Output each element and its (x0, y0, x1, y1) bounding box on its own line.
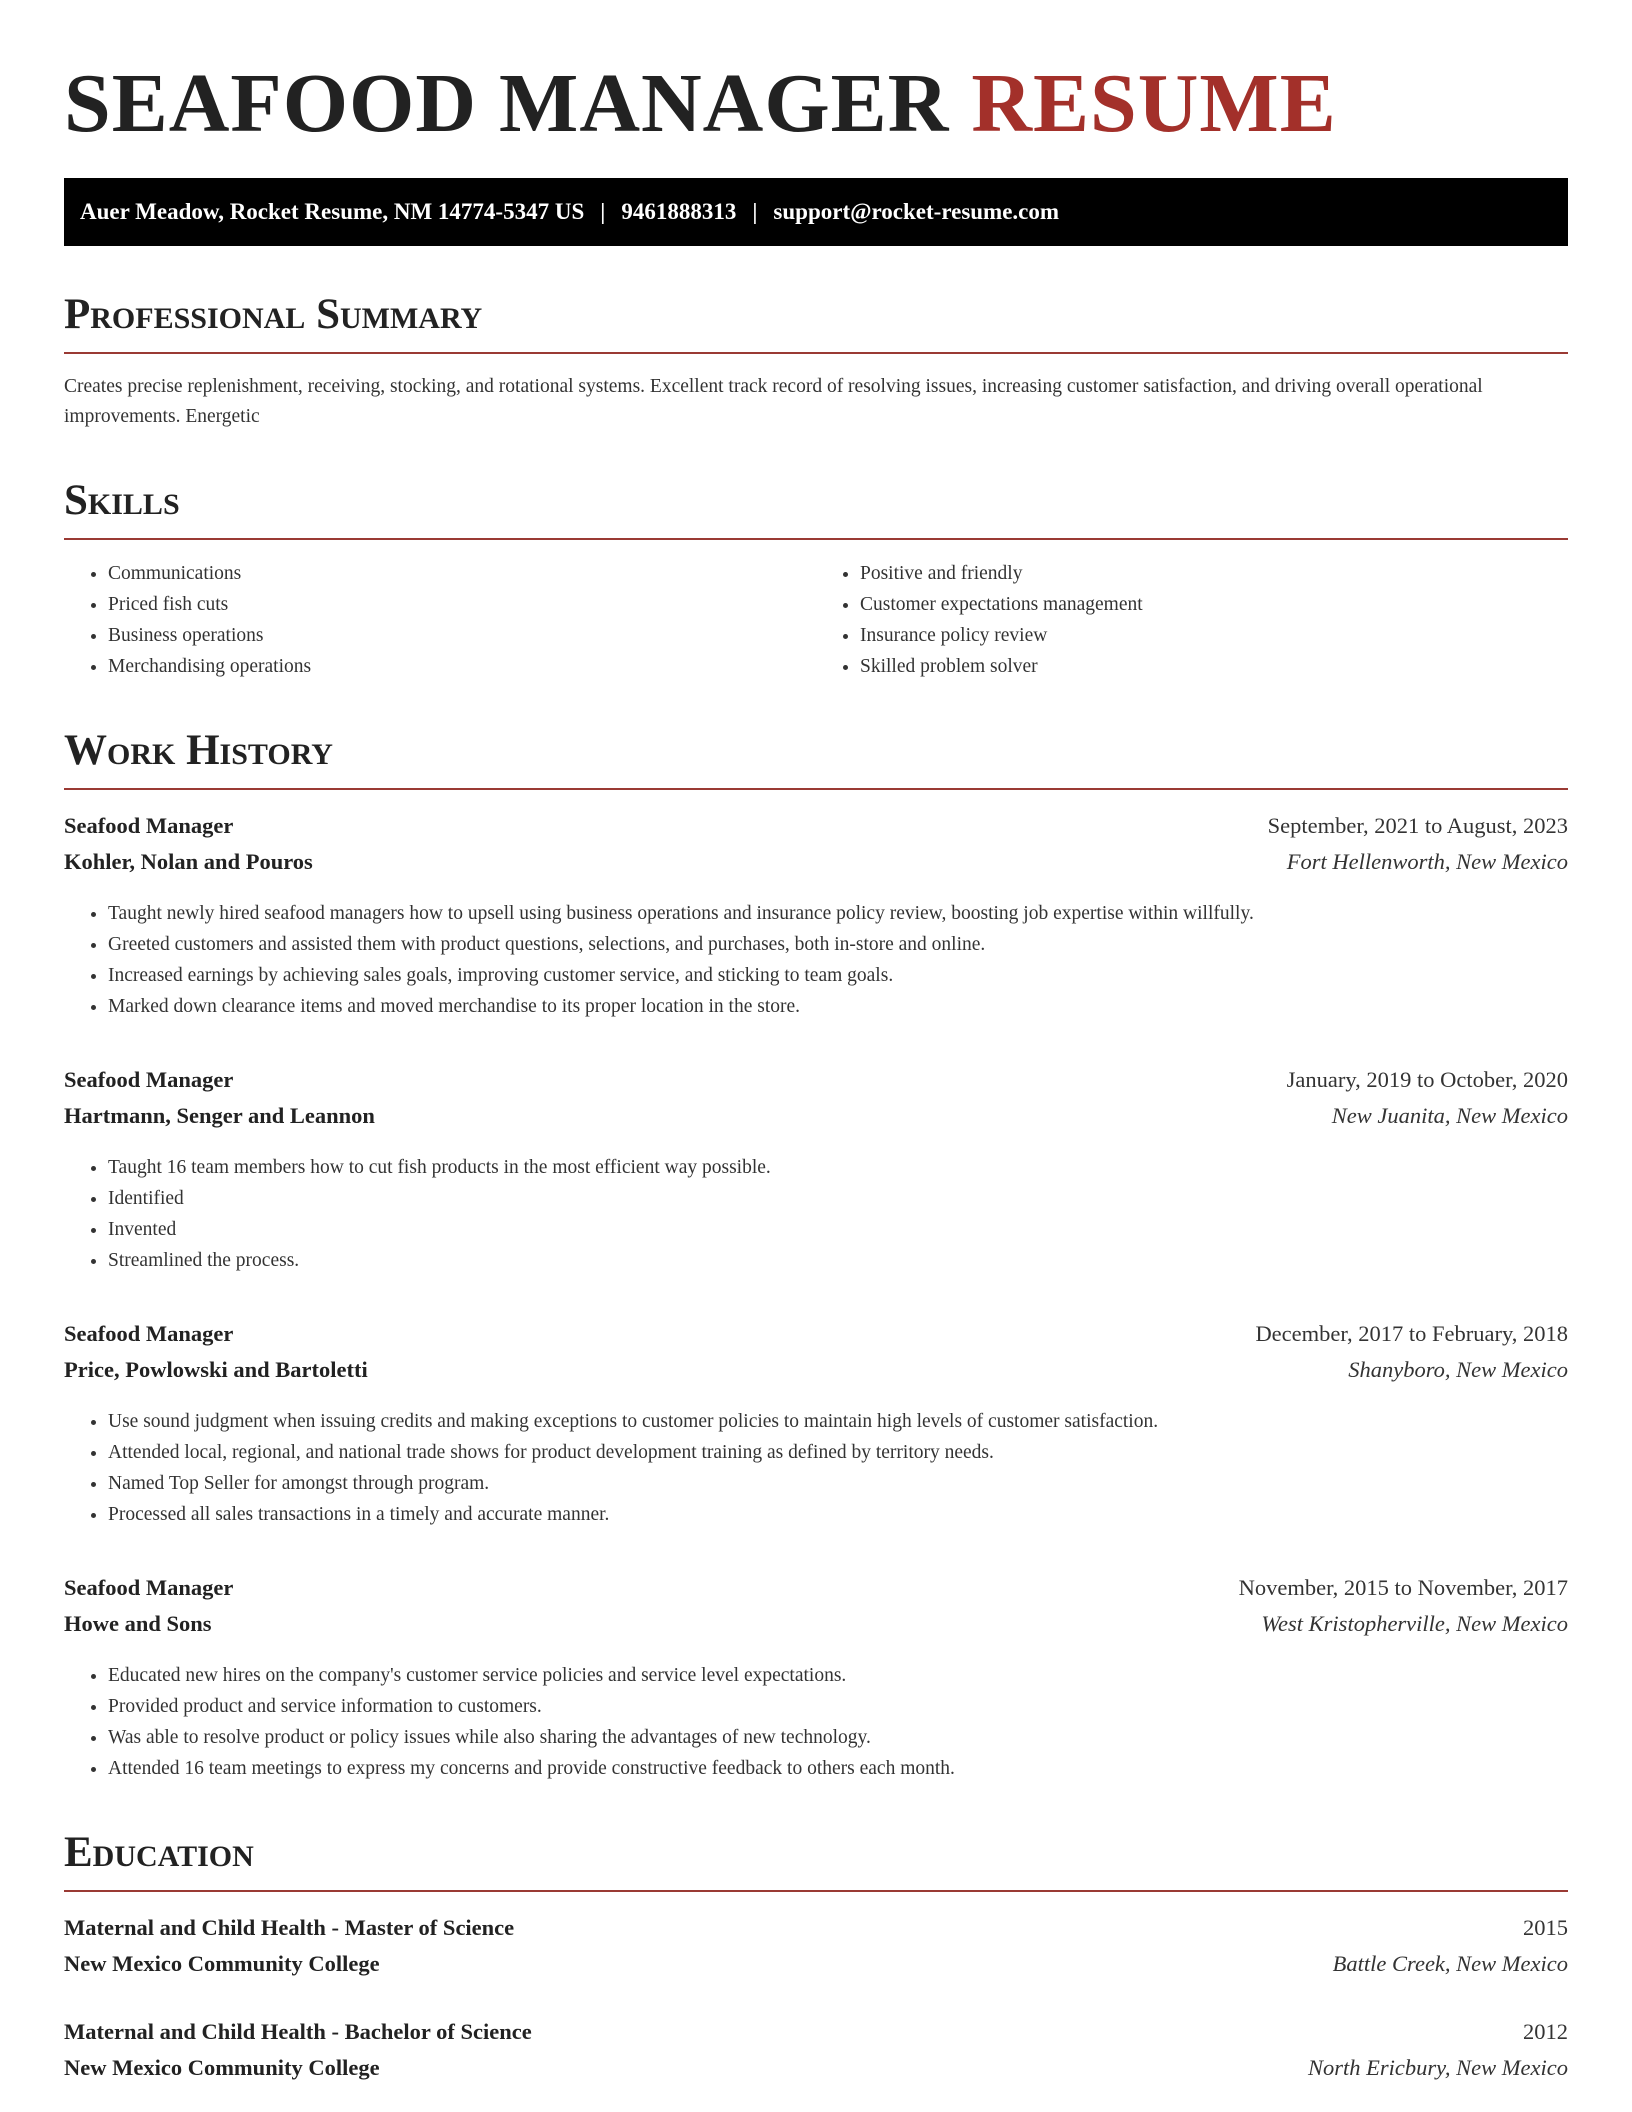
skill-item: • Positive and friendly (860, 558, 1568, 589)
job-bullets (64, 1406, 1568, 1530)
education-year: 2012 (1523, 2019, 1568, 2044)
job-title: Seafood Manager (64, 813, 234, 838)
summary-section (64, 290, 1568, 432)
education-location: North Ericbury, New Mexico (1308, 2055, 1568, 2080)
work-history-heading: Work History (64, 726, 1568, 790)
job-bullets (64, 1660, 1568, 1784)
job-bullet: • Greeted customers and assisted them with product questions, selections, and purchases, both in-store and online. (108, 929, 1568, 960)
skills-column-left (64, 558, 816, 682)
job-bullet: • Attended local, regional, and national trade shows for product development training as defined by territory needs. (108, 1437, 1568, 1468)
job-entry (64, 1570, 1568, 1784)
job-bullets (64, 898, 1568, 1022)
job-bullet: • Attended 16 team meetings to express my concerns and provide constructive feedback to others each month. (108, 1753, 1568, 1784)
job-bullet: • Processed all sales transactions in a timely and accurate manner. (108, 1499, 1568, 1530)
contact-separator: | (752, 199, 758, 224)
job-bullet: • Educated new hires on the company's customer service policies and service level expectations. (108, 1660, 1568, 1691)
job-entry (64, 1316, 1568, 1530)
contact-address: Auer Meadow, Rocket Resume, NM 14774-5347 US (80, 199, 585, 224)
education-entry (64, 2014, 1568, 2086)
skills-heading: Skills (64, 476, 1568, 540)
contact-separator: | (600, 199, 606, 224)
job-bullet: • Provided product and service information to customers. (108, 1691, 1568, 1722)
contact-email: support@rocket-resume.com (773, 199, 1060, 224)
job-entry (64, 1062, 1568, 1276)
education-location: Battle Creek, New Mexico (1332, 1951, 1568, 1976)
job-bullet: • Marked down clearance items and moved merchandise to its proper location in the store. (108, 991, 1568, 1022)
skills-column-right (816, 558, 1568, 682)
summary-heading: Professional Summary (64, 290, 1568, 354)
job-company: Price, Powlowski and Bartoletti (64, 1357, 368, 1382)
skill-item: • Communications (108, 558, 816, 589)
job-title: Seafood Manager (64, 1067, 234, 1092)
education-degree: Maternal and Child Health - Bachelor of Science (64, 2019, 532, 2044)
education-year: 2015 (1523, 1915, 1568, 1940)
job-bullet: • Named Top Seller for amongst through program. (108, 1468, 1568, 1499)
page-title (64, 58, 1568, 150)
skill-item: • Insurance policy review (860, 620, 1568, 651)
job-company: Kohler, Nolan and Pouros (64, 849, 313, 874)
job-title: Seafood Manager (64, 1321, 234, 1346)
education-section (64, 1828, 1568, 2086)
summary-text: Creates precise replenishment, receiving, stocking, and rotational systems. Excellent track record of resolving issues, increasing customer satisfaction, and driving overall operational improvements. Energetic (64, 376, 1483, 427)
job-bullet: • Streamlined the process. (108, 1245, 1568, 1276)
skill-item: • Merchandising operations (108, 651, 816, 682)
job-title: Seafood Manager (64, 1575, 234, 1600)
job-bullet: • Use sound judgment when issuing credits and making exceptions to customer policies to maintain high levels of customer satisfaction. (108, 1406, 1568, 1437)
contact-phone: 9461888313 (621, 199, 737, 224)
education-heading: Education (64, 1828, 1568, 1892)
title-accent: RESUME (971, 57, 1337, 150)
job-location: Fort Hellenworth, New Mexico (1286, 849, 1568, 874)
job-bullet: • Taught newly hired seafood managers how to upsell using business operations and insurance policy review, boosting job expertise within willfully. (108, 898, 1568, 929)
skills-section (64, 476, 1568, 682)
contact-bar (64, 178, 1568, 246)
skill-item: • Customer expectations management (860, 589, 1568, 620)
title-main: SEAFOOD MANAGER (64, 57, 950, 150)
job-dates: September, 2021 to August, 2023 (1267, 813, 1568, 838)
job-location: New Juanita, New Mexico (1331, 1103, 1568, 1128)
work-history-section (64, 726, 1568, 1784)
job-dates: January, 2019 to October, 2020 (1286, 1067, 1568, 1092)
skill-item: • Skilled problem solver (860, 651, 1568, 682)
job-company: Howe and Sons (64, 1611, 212, 1636)
education-school: New Mexico Community College (64, 1951, 380, 1976)
job-entry (64, 808, 1568, 1022)
job-bullet: • Identified (108, 1183, 1568, 1214)
skill-item: • Priced fish cuts (108, 589, 816, 620)
job-location: Shanyboro, New Mexico (1348, 1357, 1568, 1382)
job-company: Hartmann, Senger and Leannon (64, 1103, 375, 1128)
skills-list (64, 558, 1568, 682)
education-school: New Mexico Community College (64, 2055, 380, 2080)
education-entry (64, 1910, 1568, 1982)
skill-item: • Business operations (108, 620, 816, 651)
job-dates: December, 2017 to February, 2018 (1255, 1321, 1568, 1346)
job-bullet: • Taught 16 team members how to cut fish products in the most efficient way possible. (108, 1152, 1568, 1183)
job-bullet: • Invented (108, 1214, 1568, 1245)
job-bullet: • Increased earnings by achieving sales goals, improving customer service, and sticking to team goals. (108, 960, 1568, 991)
education-degree: Maternal and Child Health - Master of Science (64, 1915, 515, 1940)
job-dates: November, 2015 to November, 2017 (1238, 1575, 1568, 1600)
job-bullets (64, 1152, 1568, 1276)
job-bullet: • Was able to resolve product or policy issues while also sharing the advantages of new technology. (108, 1722, 1568, 1753)
job-location: West Kristopherville, New Mexico (1261, 1611, 1568, 1636)
